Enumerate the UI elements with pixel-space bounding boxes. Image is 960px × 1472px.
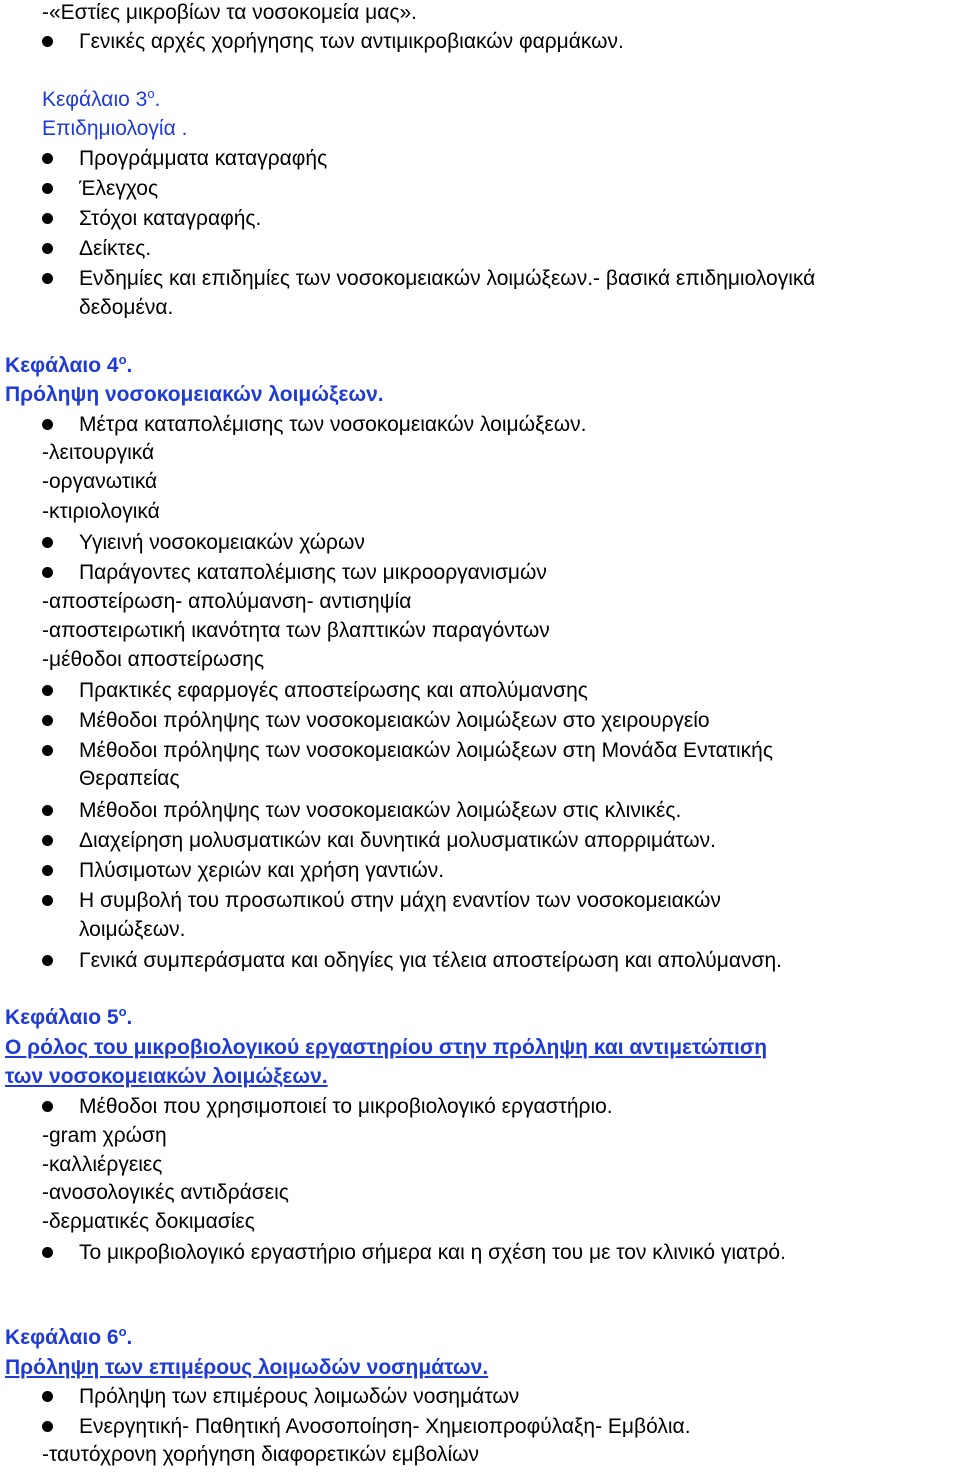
chapter-3-heading: [42, 88, 160, 112]
bullet-icon: [42, 1247, 53, 1258]
text-line: -λειτουργικά: [42, 441, 155, 464]
text-line: -αποστείρωση- απολύμανση- αντισηψία: [42, 590, 412, 613]
list-item: Μέθοδοι πρόληψης των νοσοκομειακών λοιμώξεων στη Μονάδα Εντατικής: [79, 739, 773, 762]
bullet-icon: [42, 1101, 53, 1112]
chapter-6-heading: [5, 1326, 132, 1350]
list-item: Μέθοδοι πρόληψης των νοσοκομειακών λοιμώξεων στο χειρουργείο: [79, 709, 710, 732]
text-line: -δερματικές δοκιμασίες: [42, 1210, 255, 1233]
list-item: Γενικές αρχές χορήγησης των αντιμικροβιακών φαρμάκων.: [79, 30, 624, 53]
list-item: Δείκτες.: [79, 237, 152, 260]
list-item: Μέθοδοι που χρησιμοποιεί το μικροβιολογικό εργαστήριο.: [79, 1095, 613, 1118]
bullet-icon: [42, 419, 53, 430]
list-item: Πρακτικές εφαρμογές αποστείρωσης και απολύμανσης: [79, 679, 588, 702]
list-item: Στόχοι καταγραφής.: [79, 207, 262, 230]
chapter-4-heading: [5, 354, 132, 378]
heading-end: .: [126, 354, 133, 377]
superscript: ο: [118, 1004, 127, 1019]
list-item-continued: δεδομένα.: [79, 296, 174, 319]
heading-text: Κεφάλαιο 3: [42, 88, 148, 111]
text-line: -μέθοδοι αποστείρωσης: [42, 648, 265, 671]
text-line: -ταυτόχρονη χορήγηση διαφορετικών εμβολίων: [42, 1443, 480, 1466]
list-item: Έλεγχος: [79, 177, 159, 200]
list-item: Το μικροβιολογικό εργαστήριο σήμερα και η σχέση του με τον κλινικό γιατρό.: [79, 1241, 786, 1264]
text-line: -αποστειρωτική ικανότητα των βλαπτικών παραγόντων: [42, 619, 550, 642]
bullet-icon: [42, 537, 53, 548]
superscript: ο: [118, 352, 127, 367]
list-item: Γενικά συμπεράσματα και οδηγίες για τέλεια αποστείρωση και απολύμανση.: [79, 949, 782, 972]
bullet-icon: [42, 685, 53, 696]
chapter-6-title: Πρόληψη των επιμέρους λοιμωδών νοσημάτων.: [5, 1356, 489, 1379]
bullet-icon: [42, 567, 53, 578]
list-item: Ενεργητική- Παθητική Ανοσοποίηση- Χημειοπροφύλαξη- Εμβόλια.: [79, 1415, 691, 1438]
chapter-4-title: Πρόληψη νοσοκομειακών λοιμώξεων.: [5, 383, 384, 406]
list-item: Ενδημίες και επιδημίες των νοσοκομειακών λοιμώξεων.- βασικά επιδημιολογικά: [79, 267, 816, 290]
chapter-5-title-line-2: των νοσοκομειακών λοιμώξεων.: [5, 1065, 328, 1088]
bullet-icon: [42, 273, 53, 284]
text-line: -ανοσολογικές αντιδράσεις: [42, 1181, 289, 1204]
list-item: Πρόληψη των επιμέρους λοιμωδών νοσημάτων: [79, 1385, 520, 1408]
superscript: ο: [118, 1324, 127, 1339]
list-item: Διαχείρηση μολυσματικών και δυνητικά μολυσματικών απορριμάτων.: [79, 829, 716, 852]
heading-text: Κεφάλαιο 6: [5, 1326, 119, 1349]
bullet-icon: [42, 955, 53, 966]
bullet-icon: [42, 1421, 53, 1432]
heading-end: .: [126, 1006, 133, 1029]
list-item: Προγράμματα καταγραφής: [79, 147, 328, 170]
list-item: Υγιεινή νοσοκομειακών χώρων: [79, 531, 365, 554]
bullet-icon: [42, 213, 53, 224]
text-line: -καλλιέργειες: [42, 1153, 163, 1176]
bullet-icon: [42, 1391, 53, 1402]
heading-end: .: [154, 88, 161, 111]
list-item-continued: λοιμώξεων.: [79, 918, 186, 941]
chapter-5-title-line-1: Ο ρόλος του μικροβιολογικού εργαστηρίου στην πρόληψη και αντιμετώπιση: [5, 1036, 768, 1059]
superscript: ο: [147, 86, 155, 101]
text-line: -«Εστίες μικροβίων τα νοσοκομεία μας».: [42, 1, 417, 24]
bullet-icon: [42, 243, 53, 254]
chapter-5-heading: [5, 1006, 132, 1030]
list-item: Η συμβολή του προσωπικού στην μάχη εναντίον των νοσοκομειακών: [79, 889, 721, 912]
bullet-icon: [42, 183, 53, 194]
bullet-icon: [42, 745, 53, 756]
text-line: -gram χρώση: [42, 1124, 167, 1147]
bullet-icon: [42, 895, 53, 906]
list-item: Μέτρα καταπολέμισης των νοσοκομειακών λοιμώξεων.: [79, 413, 587, 436]
text-line: -οργανωτικά: [42, 470, 158, 493]
chapter-3-title: Επιδημιολογία .: [42, 117, 188, 140]
list-item: Πλύσιμοτων χεριών και χρήση γαντιών.: [79, 859, 445, 882]
bullet-icon: [42, 835, 53, 846]
heading-text: Κεφάλαιο 5: [5, 1006, 119, 1029]
list-item: Μέθοδοι πρόληψης των νοσοκομειακών λοιμώξεων στις κλινικές.: [79, 799, 682, 822]
bullet-icon: [42, 153, 53, 164]
bullet-icon: [42, 805, 53, 816]
text-line: -κτιριολογικά: [42, 500, 160, 523]
heading-text: Κεφάλαιο 4: [5, 354, 119, 377]
heading-end: .: [126, 1326, 133, 1349]
bullet-icon: [42, 715, 53, 726]
list-item: Παράγοντες καταπολέμισης των μικροοργανισμών: [79, 561, 547, 584]
bullet-icon: [42, 865, 53, 876]
list-item-continued: Θεραπείας: [79, 767, 180, 790]
bullet-icon: [42, 36, 53, 47]
